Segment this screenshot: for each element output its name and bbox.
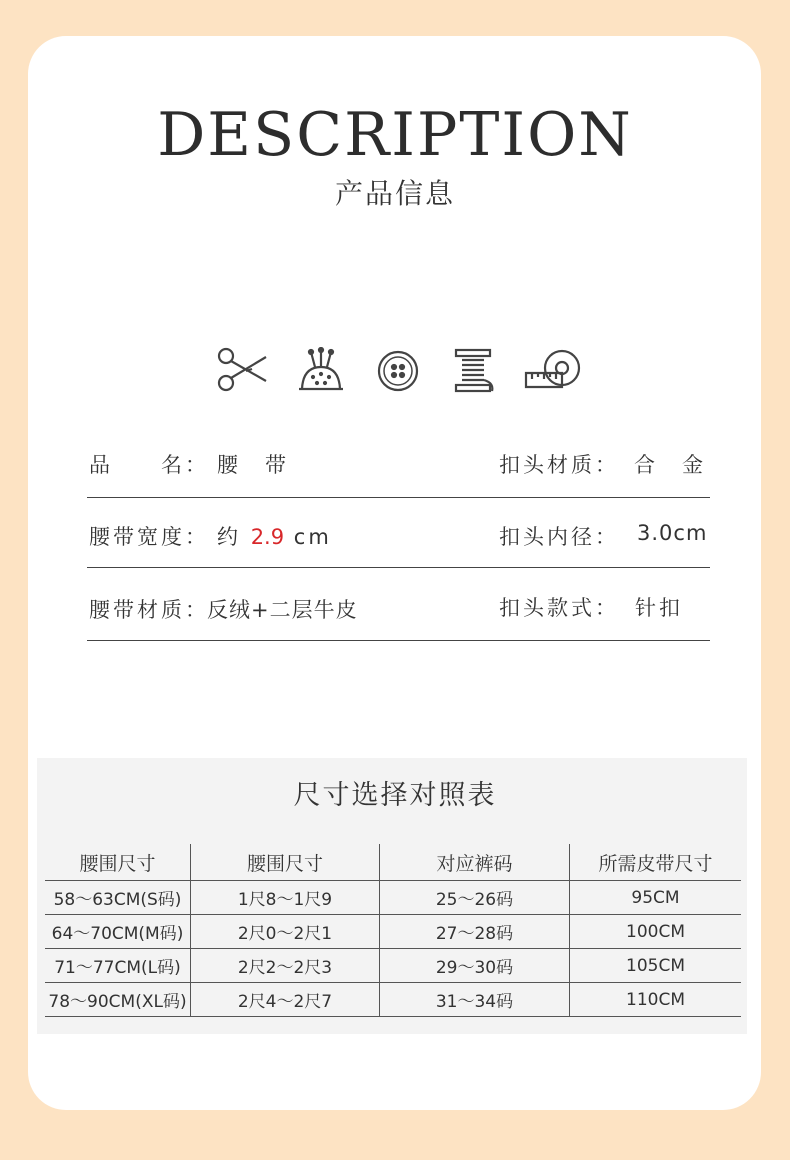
table-cell: 100CM xyxy=(626,921,685,942)
page-subtitle: 产品信息 xyxy=(334,177,455,210)
table-cell: 27～28码 xyxy=(380,915,570,948)
table-cell: 71～77CM(L码) xyxy=(45,949,191,982)
size-table-title: 尺寸选择对照表 xyxy=(293,780,497,811)
spec-row-3 xyxy=(87,568,710,641)
buckle-style-value: 针扣 xyxy=(635,596,683,620)
table-cell: 25～26码 xyxy=(380,881,570,914)
table-cell: 31～34码 xyxy=(380,983,570,1016)
table-row xyxy=(45,949,741,983)
buckle-inner-label: 扣头内径： xyxy=(499,525,619,549)
size-table xyxy=(45,844,741,1017)
table-header-cell: 对应裤码 xyxy=(380,844,570,880)
table-header-cell: 腰围尺寸 xyxy=(191,844,380,880)
table-row xyxy=(45,881,741,915)
buckle-inner-value: 3.0cm xyxy=(637,521,708,545)
product-name-value: 腰 带 xyxy=(217,453,289,477)
table-cell: 2尺0～2尺1 xyxy=(191,915,380,948)
buckle-material-value: 合 金 xyxy=(634,453,706,477)
table-header-cell: 所需皮带尺寸 xyxy=(598,852,713,875)
product-name-label: 品 名： xyxy=(89,453,209,477)
button-icon xyxy=(376,347,420,393)
belt-width-value xyxy=(217,521,332,551)
table-cell: 105CM xyxy=(626,955,685,976)
table-cell: 78～90CM(XL码) xyxy=(45,983,191,1016)
page-title: DESCRIPTION xyxy=(157,100,633,170)
spec-row-2 xyxy=(87,498,710,568)
belt-material-value: 反绒+二层牛皮 xyxy=(207,598,358,622)
table-header-row xyxy=(45,844,741,881)
table-cell: 110CM xyxy=(626,989,685,1010)
table-cell: 1尺8～1尺9 xyxy=(191,881,380,914)
table-header-cell: 腰围尺寸 xyxy=(45,844,191,880)
buckle-style-label: 扣头款式： xyxy=(499,596,619,620)
spec-row-1 xyxy=(87,428,710,498)
belt-width-prefix: 约 xyxy=(217,525,241,549)
table-row xyxy=(45,915,741,949)
belt-width-label: 腰带宽度： xyxy=(89,525,209,549)
sewing-icons-row xyxy=(0,347,790,397)
table-cell: 2尺2～2尺3 xyxy=(191,949,380,982)
thread-spool-icon xyxy=(452,347,496,393)
table-cell: 58～63CM(S码) xyxy=(45,881,191,914)
pincushion-icon xyxy=(295,347,347,393)
scissors-icon xyxy=(216,347,268,393)
belt-width-number: 2.9 xyxy=(250,525,285,549)
table-cell: 95CM xyxy=(631,887,680,908)
table-cell: 2尺4～2尺7 xyxy=(191,983,380,1016)
tape-measure-icon xyxy=(524,347,582,393)
table-cell: 64～70CM(M码) xyxy=(45,915,191,948)
belt-width-unit: cm xyxy=(293,525,332,549)
buckle-material-label: 扣头材质： xyxy=(499,453,619,477)
table-row xyxy=(45,983,741,1017)
table-cell: 29～30码 xyxy=(380,949,570,982)
belt-material-label: 腰带材质： xyxy=(89,598,209,622)
